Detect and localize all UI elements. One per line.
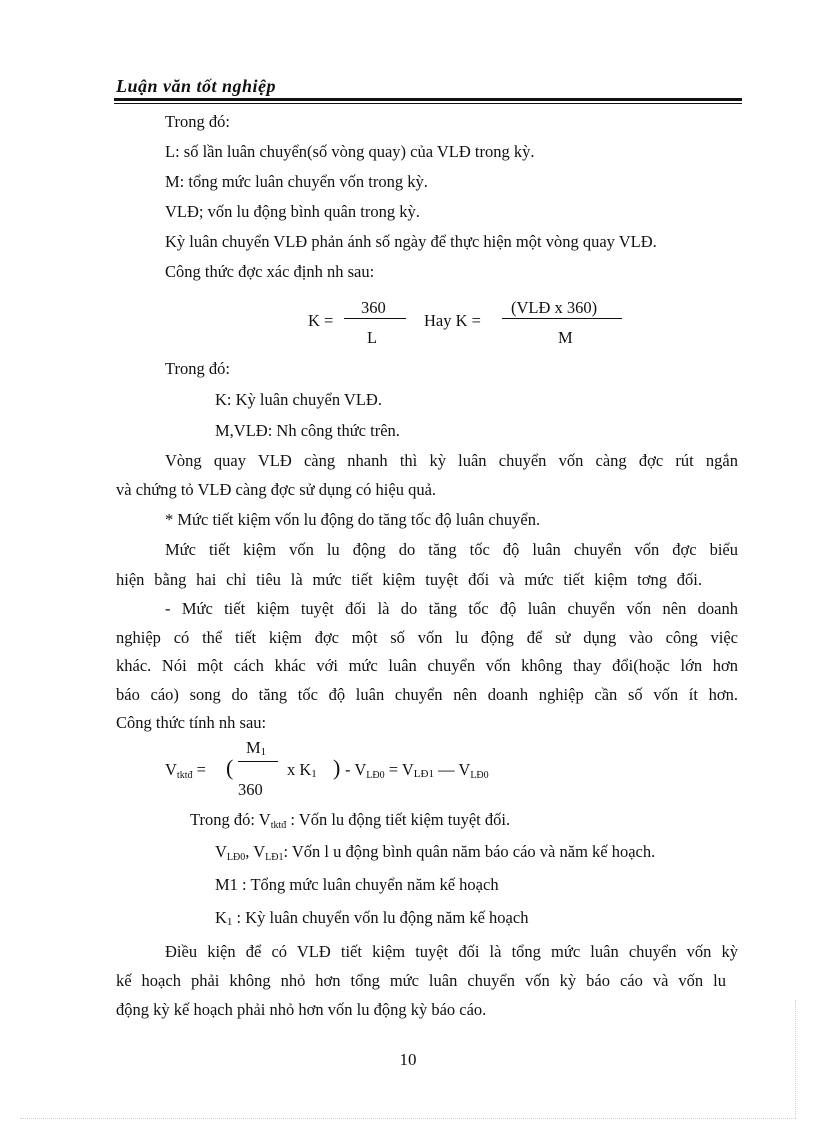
formula-num-360: 360: [361, 298, 386, 317]
formula-num-vld360: (VLĐ x 360): [511, 298, 598, 317]
text-def-vtktd: Trong đó: Vtktđ : Vốn lu động tiết kiệm tuyệt đối.: [190, 810, 511, 831]
text-vld-definition: VLĐ; vốn lu động bình quân trong kỳ.: [165, 202, 420, 221]
formula-num-m1: M1: [246, 738, 267, 758]
header-rule-thick: [114, 98, 742, 101]
text-k-definition: K: Kỳ luân chuyển VLĐ.: [215, 390, 382, 409]
text-tuyet-doi-4: báo cáo) song do tăng tốc độ luân chuyển nên doanh nghiệp cần số vốn ít hơn.: [116, 685, 738, 704]
text-def-k1: K1 : Kỳ luân chuyển vốn lu động năm kế hoạch: [215, 908, 529, 928]
text-dieu-kien-2: kế hoạch phải không nhỏ hơn tổng mức luân chuyển vốn kỳ báo cáo và vốn lu: [116, 971, 726, 990]
text-dieu-kien-1: Điều kiện để có VLĐ tiết kiệm tuyệt đối là tổng mức luân chuyển vốn kỳ: [165, 942, 738, 961]
text-l-definition: L: số lần luân chuyển(số vòng quay) của VLĐ trong kỳ.: [165, 142, 535, 161]
header-rule-thin: [114, 103, 742, 104]
text-tuyet-doi-5: Công thức tính nh sau:: [116, 713, 267, 732]
text-tuyet-doi-1: - Mức tiết kiệm tuyệt đối là do tăng tốc độ luân chuyển vốn nên doanh: [165, 599, 738, 618]
text-vong-quay-2: và chứng tỏ VLĐ càng đợc sử dụng có hiệu quả.: [116, 480, 437, 499]
formula-minus-vld0: - VLĐ0 = VLĐ1 — VLĐ0: [345, 760, 489, 781]
formula-den-360: 360: [238, 780, 263, 799]
formula-hay-k: Hay K =: [424, 311, 481, 330]
formula-paren-open: (: [226, 755, 234, 780]
page-border-right: [795, 1000, 796, 1118]
text-vong-quay-1: Vòng quay VLĐ càng nhanh thì kỳ luân chuyển vốn càng đợc rút ngắn: [165, 451, 738, 470]
header-title: Luận văn tốt nghiệp: [116, 76, 277, 96]
text-cong-thuc: Công thức đợc xác định nh sau:: [165, 262, 375, 281]
text-ky-definition: Kỳ luân chuyển VLĐ phản ánh số ngày để thực hiện một vòng quay VLĐ.: [165, 232, 657, 251]
text-trong-do-1: Trong đó:: [165, 112, 230, 131]
text-def-vld0-vld1: VLĐ0, VLĐ1: Vốn l u động bình quân năm báo cáo và năm kế hoạch.: [215, 842, 656, 863]
formula-frac-bar-3: [238, 761, 278, 762]
page-number: 10: [399, 1050, 417, 1069]
text-muc-2: hiện bằng hai chỉ tiêu là mức tiết kiệm tuyệt đối và mức tiết kiệm tơng đối.: [116, 570, 702, 589]
formula-den-m: M: [558, 328, 573, 347]
formula-frac-bar-1: [344, 318, 406, 319]
formula-x-k1: x K1: [287, 760, 317, 780]
text-mvld-definition: M,VLĐ: Nh công thức trên.: [215, 421, 400, 440]
text-tuyet-doi-2: nghiệp có thể tiết kiệm đợc một số vốn lu động để sử dụng vào công việc: [116, 628, 738, 647]
formula-v-tktd: Vtktđ =: [165, 760, 206, 781]
text-muc-1: Mức tiết kiệm vốn lu động do tăng tốc độ luân chuyển vốn đợc biểu: [165, 540, 738, 559]
formula-den-l: L: [367, 328, 378, 347]
formula-paren-close: ): [333, 755, 341, 780]
page-border-bottom: [20, 1118, 796, 1119]
text-tuyet-doi-3: khác. Nói một cách khác với mức luân chuyển vốn không thay đổi(hoặc lớn hơn: [116, 656, 738, 675]
text-muc-title: * Mức tiết kiệm vốn lu động do tăng tốc độ luân chuyển.: [165, 510, 541, 529]
formula-k-eq: K =: [308, 311, 334, 330]
formula-frac-bar-2: [502, 318, 622, 319]
text-trong-do-2: Trong đó:: [165, 359, 230, 378]
text-m-definition: M: tổng mức luân chuyển vốn trong kỳ.: [165, 172, 428, 191]
text-dieu-kien-3: động kỳ kế hoạch phải nhỏ hơn vốn lu động kỳ báo cáo.: [116, 1000, 487, 1019]
text-def-m1: M1 : Tổng mức luân chuyển năm kế hoạch: [215, 875, 499, 894]
